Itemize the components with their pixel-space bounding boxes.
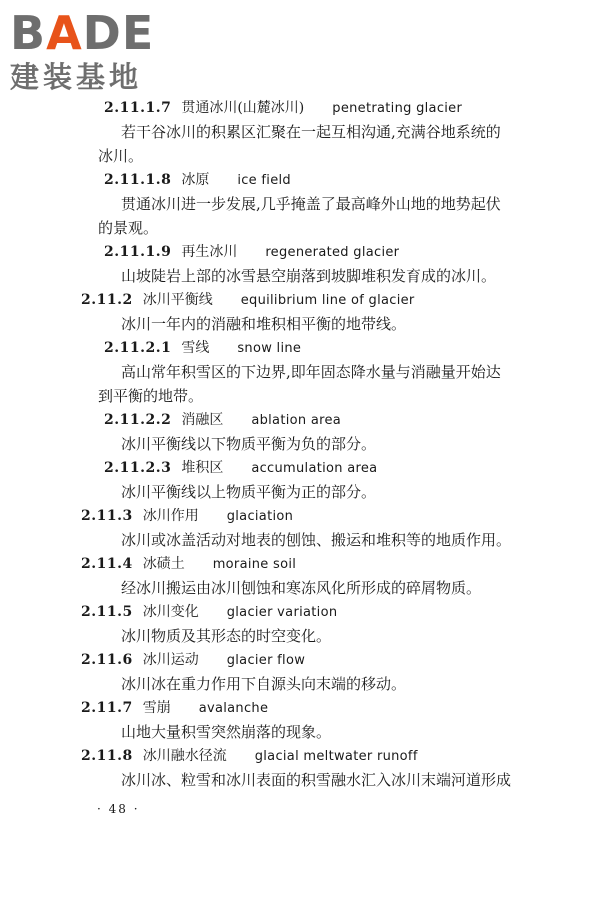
term-chinese: 冰川融水径流 (142, 748, 227, 764)
term-definition: 高山常年积雪区的下边界,即年固态降水量与消融量开始达 (121, 363, 501, 381)
term-heading (0, 648, 600, 672)
term-definition: 冰川或冰盖活动对地表的刨蚀、搬运和堆积等的地质作用。 (121, 531, 512, 549)
definition-row (0, 480, 600, 504)
definition-row (0, 312, 600, 336)
logo-wordmark: BADE (10, 6, 155, 60)
term-line (104, 96, 462, 121)
term-definition: 山坡陡岩上部的冰雪悬空崩落到坡脚堆积发育成的冰川。 (121, 267, 497, 285)
bade-logo (10, 8, 180, 94)
term-heading (0, 552, 600, 576)
term-chinese: 冰川变化 (142, 604, 199, 620)
term-number: 2.11.4 (81, 556, 133, 572)
term-english: glacial meltwater runoff (254, 749, 418, 764)
term-line (104, 336, 301, 361)
term-chinese: 冰川作用 (142, 508, 199, 524)
term-heading (0, 336, 600, 360)
term-definition: 山地大量积雪突然崩落的现象。 (121, 723, 332, 741)
term-heading (0, 696, 600, 720)
definition-row (0, 624, 600, 648)
term-line (104, 456, 377, 481)
term-heading (0, 600, 600, 624)
term-definition: 冰川冰在重力作用下自源头向末端的移动。 (121, 675, 407, 693)
term-english: glacier variation (226, 605, 338, 620)
term-english: accumulation area (251, 461, 378, 476)
term-heading (0, 288, 600, 312)
term-line (81, 600, 337, 625)
definition-row (0, 144, 600, 168)
term-english: ablation area (251, 413, 342, 428)
term-english: equilibrium line of glacier (240, 293, 415, 308)
term-english: glacier flow (226, 653, 306, 668)
term-definition: 冰川一年内的消融和堆积相平衡的地带线。 (121, 315, 407, 333)
definition-row (0, 120, 600, 144)
term-heading (0, 408, 600, 432)
term-english: penetrating glacier (332, 101, 463, 116)
term-chinese: 雪崩 (142, 700, 171, 716)
term-number: 2.11.1.9 (104, 244, 172, 260)
term-number: 2.11.3 (81, 508, 133, 524)
term-line (104, 408, 341, 433)
term-definition: 冰川。 (98, 147, 144, 165)
term-definition: 经冰川搬运由冰川刨蚀和寒冻风化所形成的碎屑物质。 (121, 579, 482, 597)
definition-row (0, 192, 600, 216)
definition-row (0, 576, 600, 600)
page-number: · 48 · (97, 802, 140, 816)
term-definition: 若干谷冰川的积累区汇聚在一起互相沟通,充满谷地系统的 (121, 123, 501, 141)
definition-row (0, 360, 600, 384)
term-definition: 冰川冰、粒雪和冰川表面的积雪融水汇入冰川末端河道形成 (121, 771, 512, 789)
term-heading (0, 168, 600, 192)
definition-row (0, 528, 600, 552)
term-line (81, 288, 415, 313)
term-heading (0, 456, 600, 480)
term-number: 2.11.1.8 (104, 172, 172, 188)
term-definition: 冰川平衡线以下物质平衡为负的部分。 (121, 435, 377, 453)
term-line (81, 648, 305, 673)
term-number: 2.11.6 (81, 652, 133, 668)
definition-row (0, 720, 600, 744)
term-number: 2.11.1.7 (104, 100, 172, 116)
glossary-body (0, 96, 600, 792)
term-chinese: 贯通冰川(山麓冰川) (181, 100, 305, 116)
term-heading (0, 240, 600, 264)
term-definition: 冰川物质及其形态的时空变化。 (121, 627, 332, 645)
term-english: avalanche (198, 701, 269, 716)
term-english: moraine soil (212, 557, 297, 572)
logo-subtitle: 建装基地 (10, 60, 143, 94)
term-number: 2.11.7 (81, 700, 133, 716)
term-definition: 的景观。 (98, 219, 159, 237)
term-number: 2.11.5 (81, 604, 133, 620)
term-chinese: 堆积区 (181, 460, 224, 476)
term-chinese: 冰川运动 (142, 652, 199, 668)
term-heading (0, 744, 600, 768)
term-number: 2.11.8 (81, 748, 133, 764)
term-english: ice field (237, 173, 291, 188)
term-definition: 冰川平衡线以上物质平衡为正的部分。 (121, 483, 377, 501)
term-chinese: 冰川平衡线 (142, 292, 213, 308)
definition-row (0, 768, 600, 792)
term-number: 2.11.2.2 (104, 412, 172, 428)
term-chinese: 冰碛土 (142, 556, 185, 572)
term-english: snow line (237, 341, 302, 356)
term-definition: 到平衡的地带。 (98, 387, 204, 405)
definition-row (0, 264, 600, 288)
term-chinese: 冰原 (181, 172, 210, 188)
term-chinese: 雪线 (181, 340, 210, 356)
term-english: glaciation (226, 509, 294, 524)
definition-row (0, 672, 600, 696)
term-chinese: 消融区 (181, 412, 224, 428)
term-definition: 贯通冰川进一步发展,几乎掩盖了最高峰外山地的地势起伏 (121, 195, 501, 213)
term-chinese: 再生冰川 (181, 244, 238, 260)
term-line (81, 696, 268, 721)
term-heading (0, 504, 600, 528)
term-english: regenerated glacier (265, 245, 400, 260)
term-line (104, 240, 399, 265)
term-heading (0, 96, 600, 120)
term-number: 2.11.2 (81, 292, 133, 308)
definition-row (0, 216, 600, 240)
term-number: 2.11.2.1 (104, 340, 172, 356)
term-line (104, 168, 291, 193)
term-line (81, 552, 296, 577)
term-line (81, 504, 293, 529)
term-number: 2.11.2.3 (104, 460, 172, 476)
definition-row (0, 384, 600, 408)
definition-row (0, 432, 600, 456)
term-line (81, 744, 418, 769)
